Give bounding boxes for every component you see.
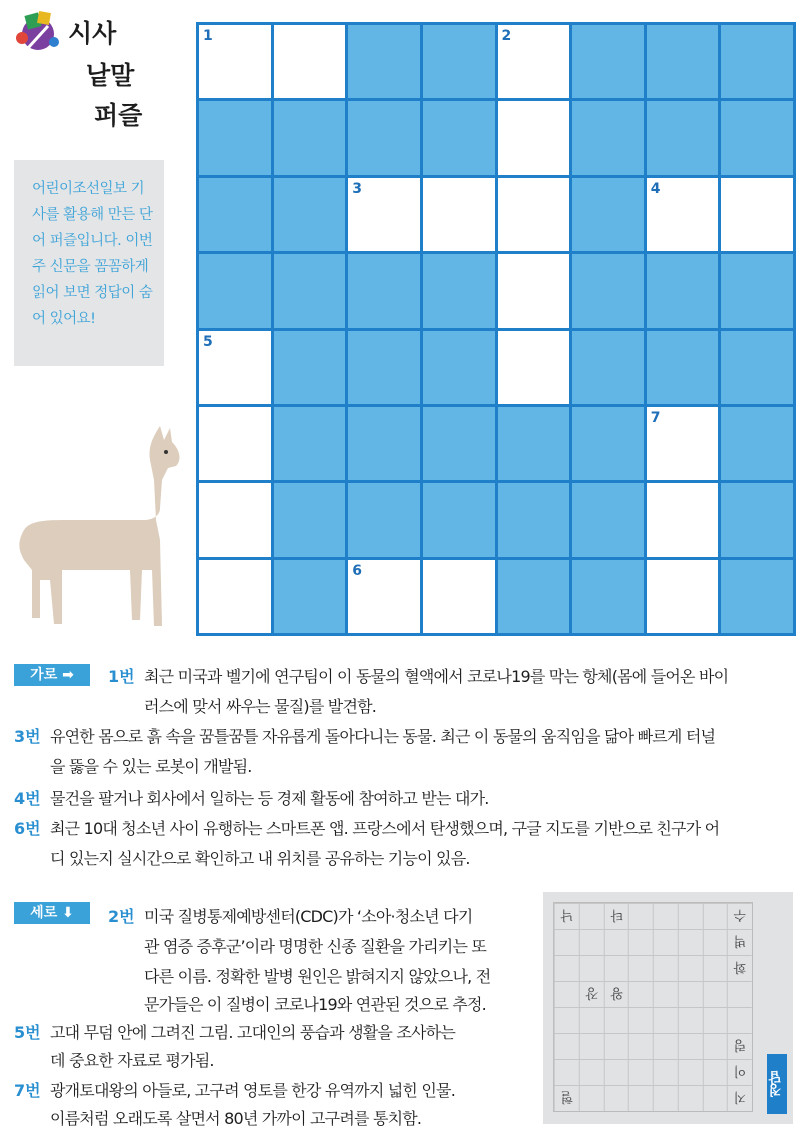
grid-block-cell	[274, 254, 346, 327]
grid-block-cell	[199, 101, 271, 174]
grid-answer-cell[interactable]	[498, 178, 570, 251]
answer-cell	[703, 1059, 728, 1085]
answer-cell	[579, 903, 604, 929]
grid-block-cell	[348, 483, 420, 556]
clue-7-line-1: 광개토대왕의 아들로, 고구려 영토를 한강 유역까지 넓힌 인물.	[50, 1081, 455, 1100]
answer-cell	[653, 1059, 678, 1085]
grid-block-cell	[572, 101, 644, 174]
grid-block-cell	[274, 101, 346, 174]
crossword-grid	[196, 22, 796, 636]
clue-3-number: 3번	[14, 727, 41, 746]
answer-cell	[653, 1033, 678, 1059]
clue-4-line-1: 물건을 팔거나 회사에서 일하는 등 경제 활동에 참여하고 받는 대가.	[50, 789, 489, 808]
cell-number: 5	[203, 333, 213, 350]
grid-block-cell	[498, 483, 570, 556]
answer-grid	[553, 902, 753, 1112]
answer-cell	[628, 1059, 653, 1085]
answer-cell	[604, 1085, 629, 1111]
answer-cell: 타	[604, 903, 629, 929]
grid-block-cell	[721, 483, 793, 556]
answer-cell: 혈	[554, 1085, 579, 1111]
clue-5-number: 5번	[14, 1023, 41, 1042]
grid-block-cell	[721, 407, 793, 480]
answer-cell	[678, 1007, 703, 1033]
grid-block-cell	[423, 25, 495, 98]
answer-cell	[703, 1007, 728, 1033]
clue-7-line-2: 이름처럼 오래도록 살면서 80년 가까이 고구려를 통치함.	[50, 1109, 422, 1128]
answer-cell	[579, 1059, 604, 1085]
answer-cell	[628, 903, 653, 929]
grid-block-cell	[274, 560, 346, 633]
grid-block-cell	[721, 560, 793, 633]
clue-2-line-2: 관 염증 증후군’이라 명명한 신종 질환을 가리키는 또	[144, 937, 487, 956]
answer-label: 정답	[767, 1054, 787, 1114]
answer-cell	[579, 955, 604, 981]
grid-answer-cell[interactable]	[199, 483, 271, 556]
grid-block-cell	[647, 101, 719, 174]
answer-cell: 수	[727, 903, 752, 929]
answer-cell: 장	[579, 981, 604, 1007]
answer-cell	[604, 1033, 629, 1059]
grid-answer-cell[interactable]	[647, 178, 719, 251]
grid-block-cell	[423, 254, 495, 327]
answer-cell: 이	[727, 1059, 752, 1085]
grid-block-cell	[572, 483, 644, 556]
answer-cell: 렁	[727, 1033, 752, 1059]
grid-block-cell	[498, 560, 570, 633]
grid-answer-cell[interactable]	[199, 407, 271, 480]
grid-block-cell	[199, 178, 271, 251]
grid-block-cell	[348, 101, 420, 174]
answer-cell	[604, 955, 629, 981]
across-tag: 가로 ➡	[14, 664, 90, 686]
grid-block-cell	[572, 178, 644, 251]
grid-block-cell	[274, 407, 346, 480]
answer-cell	[678, 981, 703, 1007]
grid-answer-cell[interactable]	[647, 483, 719, 556]
clue-4-number: 4번	[14, 789, 41, 808]
clue-5-line-2: 데 중요한 자료로 평가됨.	[50, 1051, 214, 1070]
grid-answer-cell[interactable]	[647, 560, 719, 633]
grid-block-cell	[348, 407, 420, 480]
answer-cell	[678, 903, 703, 929]
answer-cell	[579, 1033, 604, 1059]
answer-box	[543, 892, 793, 1124]
answer-cell	[554, 1059, 579, 1085]
title-line-1: 시사	[68, 19, 117, 48]
grid-answer-cell[interactable]	[423, 560, 495, 633]
answer-cell	[554, 1033, 579, 1059]
grid-block-cell	[423, 331, 495, 404]
answer-cell	[604, 1007, 629, 1033]
grid-block-cell	[274, 331, 346, 404]
grid-block-cell	[647, 254, 719, 327]
answer-cell	[703, 955, 728, 981]
answer-cell: 벽	[727, 929, 752, 955]
answer-cell	[579, 929, 604, 955]
answer-cell	[653, 903, 678, 929]
answer-cell	[604, 929, 629, 955]
grid-block-cell	[647, 331, 719, 404]
clue-3-line-1: 유연한 몸으로 흙 속을 꿈틀꿈틀 자유롭게 돌아다니는 동물. 최근 이 동물의 움직임을 닮아 빠르게 터널	[50, 727, 716, 746]
answer-cell: 지	[727, 1085, 752, 1111]
clue-5-line-1: 고대 무덤 안에 그려진 그림. 고대인의 풍습과 생활을 조사하는	[50, 1023, 455, 1042]
grid-answer-cell[interactable]	[498, 101, 570, 174]
clue-1-line-1: 최근 미국과 벨기에 연구팀이 이 동물의 혈액에서 코로나19를 막는 항체(몸에 들어온 바이	[144, 667, 729, 686]
clue-6-number: 6번	[14, 819, 41, 838]
answer-cell	[653, 981, 678, 1007]
answer-cell	[678, 955, 703, 981]
grid-block-cell	[647, 25, 719, 98]
answer-cell	[703, 1085, 728, 1111]
cell-number: 7	[650, 409, 661, 426]
answer-cell	[579, 1007, 604, 1033]
grid-block-cell	[572, 331, 644, 404]
answer-cell	[678, 1085, 703, 1111]
answer-cell	[604, 1059, 629, 1085]
grid-block-cell	[572, 560, 644, 633]
answer-cell	[727, 1007, 752, 1033]
clue-2-line-1: 미국 질병통제예방센터(CDC)가 ‘소아·청소년 다기	[144, 907, 473, 926]
grid-block-cell	[348, 331, 420, 404]
grid-block-cell	[274, 483, 346, 556]
grid-answer-cell[interactable]	[348, 178, 420, 251]
answer-cell	[653, 1007, 678, 1033]
clue-2-number: 2번	[108, 907, 135, 926]
grid-block-cell	[721, 101, 793, 174]
grid-block-cell	[423, 483, 495, 556]
answer-cell	[628, 981, 653, 1007]
answer-cell: 화	[727, 955, 752, 981]
cell-number: 4	[650, 180, 661, 197]
answer-cell	[628, 929, 653, 955]
answer-cell	[727, 981, 752, 1007]
answer-cell	[678, 929, 703, 955]
answer-cell	[703, 981, 728, 1007]
grid-answer-cell[interactable]	[498, 254, 570, 327]
cell-number: 3	[352, 180, 362, 197]
grid-block-cell	[721, 331, 793, 404]
answer-cell: 낙	[554, 903, 579, 929]
grid-block-cell	[721, 254, 793, 327]
grid-block-cell	[348, 25, 420, 98]
grid-block-cell	[572, 25, 644, 98]
answer-cell	[579, 1085, 604, 1111]
grid-answer-cell[interactable]	[498, 25, 570, 98]
answer-cell	[554, 1007, 579, 1033]
clue-1-number: 1번	[108, 667, 135, 686]
llama-illustration	[10, 420, 190, 632]
answer-cell	[703, 903, 728, 929]
grid-block-cell	[572, 407, 644, 480]
grid-answer-cell[interactable]	[199, 331, 271, 404]
grid-answer-cell[interactable]	[423, 178, 495, 251]
clue-6-line-1: 최근 10대 청소년 사이 유행하는 스마트폰 앱. 프랑스에서 탄생했으며, 구글 지도를 기반으로 친구가 어	[50, 819, 720, 838]
clue-2-line-3: 다른 이름. 정확한 발병 원인은 밝혀지지 않았으나, 전	[144, 967, 491, 986]
answer-cell	[628, 1007, 653, 1033]
grid-block-cell	[274, 178, 346, 251]
answer-cell	[653, 1085, 678, 1111]
intro-text: 어린이조선일보 기사를 활용해 만든 단어 퍼즐입니다. 이번 주 신문을 꼼꼼하게 읽어 보면 정답이 숨어 있어요!	[14, 160, 164, 366]
grid-answer-cell[interactable]	[647, 407, 719, 480]
answer-cell	[703, 929, 728, 955]
down-tag: 세로 ⬇	[14, 902, 90, 924]
answer-cell	[628, 1033, 653, 1059]
cell-number: 2	[501, 28, 512, 44]
answer-cell: 왕	[604, 981, 629, 1007]
answer-cell	[653, 929, 678, 955]
answer-cell	[703, 1033, 728, 1059]
answer-cell	[554, 981, 579, 1007]
clue-6-line-2: 디 있는지 실시간으로 확인하고 내 위치를 공유하는 기능이 있음.	[50, 849, 470, 868]
answer-cell	[678, 1059, 703, 1085]
grid-block-cell	[498, 407, 570, 480]
answer-cell	[678, 1033, 703, 1059]
grid-block-cell	[199, 254, 271, 327]
cell-number: 1	[203, 28, 213, 44]
answer-cell	[554, 955, 579, 981]
grid-answer-cell[interactable]	[199, 560, 271, 633]
cell-number: 6	[352, 562, 362, 579]
clue-7-number: 7번	[14, 1081, 41, 1100]
grid-block-cell	[423, 101, 495, 174]
title-line-3: 퍼즐	[94, 101, 143, 130]
grid-answer-cell[interactable]	[199, 25, 271, 98]
grid-answer-cell[interactable]	[348, 560, 420, 633]
grid-answer-cell[interactable]	[274, 25, 346, 98]
puzzle-logo-icon	[14, 8, 62, 56]
grid-block-cell	[348, 254, 420, 327]
grid-answer-cell[interactable]	[721, 178, 793, 251]
answer-cell	[628, 955, 653, 981]
title-line-2: 낱말	[86, 61, 135, 90]
grid-block-cell	[423, 407, 495, 480]
grid-answer-cell[interactable]	[498, 331, 570, 404]
answer-cell	[628, 1085, 653, 1111]
clue-1-line-2: 러스에 맞서 싸우는 물질)를 발견함.	[144, 697, 377, 716]
answer-cell	[554, 929, 579, 955]
grid-block-cell	[572, 254, 644, 327]
clue-2-line-4: 문가들은 이 질병이 코로나19와 연관된 것으로 추정.	[144, 995, 486, 1014]
grid-block-cell	[721, 25, 793, 98]
clue-3-line-2: 을 뚫을 수 있는 로봇이 개발됨.	[50, 757, 252, 776]
answer-cell	[653, 955, 678, 981]
